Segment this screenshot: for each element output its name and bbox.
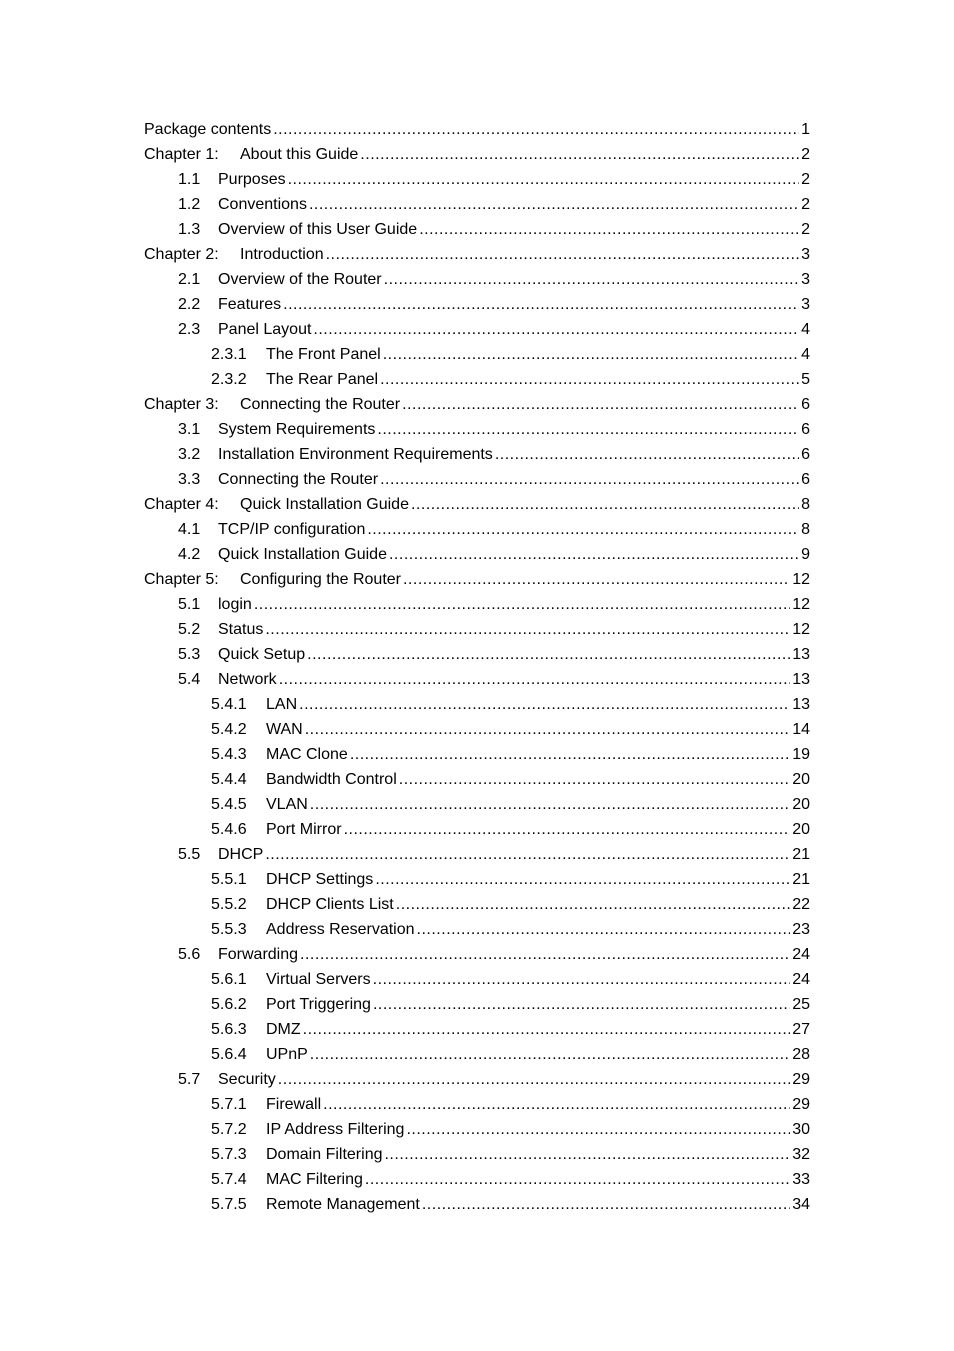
toc-entry[interactable] [144,892,810,917]
toc-entry-number: 4.2 [178,546,201,563]
toc-entry-number: 5.4.5 [211,796,247,813]
dot-leader [365,1167,790,1192]
toc-entry-title: Quick Setup [218,646,306,663]
toc-entry-title: Overview of the Router [218,271,382,288]
toc-entry-page-number: 12 [792,571,810,588]
toc-entry-page-number: 27 [792,1021,810,1038]
toc-entry-page-number: 9 [801,546,810,563]
toc-entry-number: Chapter 1: [144,146,219,163]
toc-entry-number: 2.3.1 [211,346,247,363]
toc-entry[interactable] [144,442,810,467]
toc-entry-number: Chapter 3: [144,396,219,413]
toc-entry-number: Chapter 2: [144,246,219,263]
toc-entry-number: 3.1 [178,421,201,438]
toc-entry-title: Port Triggering [266,996,371,1013]
toc-entry-title: The Front Panel [266,346,381,363]
toc-entry-number: 5.7.5 [211,1196,247,1213]
dot-leader [310,792,790,817]
toc-entry-number: 5.4.3 [211,746,247,763]
toc-entry[interactable] [144,1167,810,1192]
dot-leader [406,1117,790,1142]
toc-entry-page-number: 3 [801,296,810,313]
toc-entry-page-number: 3 [801,271,810,288]
toc-entry-number: 5.5 [178,846,201,863]
toc-entry-page-number: 21 [792,846,810,863]
toc-entry-title: Introduction [240,246,324,263]
toc-entry-number: Chapter 5: [144,571,219,588]
dot-leader [399,767,790,792]
toc-entry-title: Quick Installation Guide [218,546,387,563]
toc-entry-page-number: 29 [792,1096,810,1113]
toc-entry-number: 1.1 [178,171,201,188]
toc-entry[interactable] [144,817,810,842]
toc-entry[interactable] [144,417,810,442]
dot-leader [299,692,790,717]
dot-leader [278,1067,790,1092]
toc-entry-title: Status [218,621,264,638]
toc-entry-title: About this Guide [240,146,359,163]
toc-entry[interactable] [144,192,810,217]
toc-entry-number: 2.3.2 [211,371,247,388]
toc-entry-title: Features [218,296,282,313]
toc-entry-number: 5.5.2 [211,896,247,913]
toc-entry-number: 5.2 [178,621,201,638]
toc-entry-title: Conventions [218,196,307,213]
toc-entry-title: Purposes [218,171,286,188]
toc-entry-number: 5.7 [178,1071,201,1088]
toc-entry-page-number: 32 [792,1146,810,1163]
toc-entry[interactable] [144,992,810,1017]
toc-entry[interactable] [144,1142,810,1167]
toc-entry-page-number: 19 [792,746,810,763]
toc-entry[interactable] [144,692,810,717]
toc-entry-title: Bandwidth Control [266,771,397,788]
toc-entry-page-number: 13 [792,671,810,688]
toc-entry-number: 5.7.4 [211,1171,247,1188]
toc-entry[interactable] [144,917,810,942]
dot-leader [300,942,790,967]
dot-leader [313,317,799,342]
dot-leader [265,617,790,642]
toc-entry-page-number: 25 [792,996,810,1013]
toc-entry-title: Remote Management [266,1196,420,1213]
dot-leader [307,642,790,667]
dot-leader [403,567,790,592]
toc-entry-title: Overview of this User Guide [218,221,418,238]
toc-entry-page-number: 20 [792,771,810,788]
toc-entry-page-number: 29 [792,1071,810,1088]
toc-entry-title: Security [218,1071,276,1088]
toc-entry[interactable] [144,367,810,392]
toc-entry[interactable] [144,292,810,317]
toc-entry[interactable] [144,942,810,967]
toc-entry-title: DMZ [266,1021,301,1038]
toc-entry-page-number: 34 [792,1196,810,1213]
toc-entry-title: DHCP Clients List [266,896,394,913]
dot-leader [402,392,799,417]
toc-entry-page-number: 6 [801,446,810,463]
toc-entry-page-number: 8 [801,496,810,513]
toc-entry-page-number: 2 [801,196,810,213]
toc-entry-title: IP Address Filtering [266,1121,405,1138]
toc-entry-number: 2.3 [178,321,201,338]
toc-entry-number: 5.6.1 [211,971,247,988]
toc-entry-page-number: 6 [801,471,810,488]
toc-entry-title: VLAN [266,796,308,813]
dot-leader [417,917,791,942]
toc-entry-number: 5.1 [178,596,201,613]
dot-leader [384,1142,790,1167]
toc-entry[interactable] [144,1017,810,1042]
toc-entry-number: 5.6 [178,946,201,963]
toc-entry-page-number: 14 [792,721,810,738]
toc-entry-page-number: 23 [792,921,810,938]
toc-entry[interactable] [144,392,810,417]
toc-entry-number: 5.5.3 [211,921,247,938]
toc-entry-page-number: 30 [792,1121,810,1138]
toc-entry-title: System Requirements [218,421,376,438]
toc-entry-page-number: 33 [792,1171,810,1188]
toc-entry-title: Firewall [266,1096,322,1113]
toc-entry-number: 3.2 [178,446,201,463]
toc-entry-title: MAC Clone [266,746,348,763]
table-of-contents [144,117,810,1217]
toc-entry-title: Connecting the Router [218,471,379,488]
dot-leader [367,517,799,542]
dot-leader [377,417,799,442]
toc-entry[interactable] [144,617,810,642]
toc-entry-title: WAN [266,721,303,738]
toc-entry-number: 3.3 [178,471,201,488]
toc-entry[interactable] [144,1192,810,1217]
dot-leader [288,167,800,192]
dot-leader [279,667,791,692]
toc-entry-page-number: 13 [792,646,810,663]
dot-leader [309,192,799,217]
dot-leader [411,492,799,517]
toc-entry[interactable] [144,117,810,142]
toc-entry-title: Forwarding [218,946,299,963]
toc-entry-number: 5.3 [178,646,201,663]
toc-entry[interactable] [144,717,810,742]
toc-entry[interactable] [144,1067,810,1092]
toc-entry[interactable] [144,1117,810,1142]
dot-leader [283,292,799,317]
toc-entry[interactable] [144,317,810,342]
toc-entry-number: 5.5.1 [211,871,247,888]
toc-entry-title: Configuring the Router [240,571,401,588]
toc-entry[interactable] [144,842,810,867]
dot-leader [380,467,799,492]
dot-leader [326,242,799,267]
toc-entry-title: DHCP Settings [266,871,374,888]
toc-entry-title: LAN [266,696,298,713]
toc-entry-page-number: 6 [801,396,810,413]
toc-entry-number: 2.1 [178,271,201,288]
dot-leader [495,442,799,467]
toc-entry-number: 1.2 [178,196,201,213]
toc-entry[interactable] [144,792,810,817]
toc-entry-page-number: 2 [801,171,810,188]
dot-leader [384,267,799,292]
toc-entry[interactable] [144,542,810,567]
toc-entry-number: 5.7.1 [211,1096,247,1113]
toc-entry-page-number: 12 [792,596,810,613]
toc-entry[interactable] [144,467,810,492]
toc-entry-title: Address Reservation [266,921,415,938]
toc-entry[interactable] [144,567,810,592]
toc-entry-page-number: 21 [792,871,810,888]
toc-entry[interactable] [144,642,810,667]
toc-entry-number: 1.3 [178,221,201,238]
toc-entry-page-number: 20 [792,821,810,838]
toc-entry-number: 5.6.4 [211,1046,247,1063]
toc-entry-page-number: 6 [801,421,810,438]
toc-entry-number: 5.7.2 [211,1121,247,1138]
toc-entry-number: Chapter 4: [144,496,219,513]
toc-entry[interactable] [144,767,810,792]
toc-entry-title: Quick Installation Guide [240,496,409,513]
toc-entry-title: Virtual Servers [266,971,371,988]
dot-leader [375,867,790,892]
toc-entry-page-number: 4 [801,346,810,363]
dot-leader [350,742,790,767]
toc-entry[interactable] [144,167,810,192]
toc-entry-title: Panel Layout [218,321,312,338]
toc-entry[interactable] [144,142,810,167]
toc-entry-title: login [218,596,252,613]
toc-entry-page-number: 13 [792,696,810,713]
toc-entry-page-number: 3 [801,246,810,263]
toc-entry-number: 5.6.2 [211,996,247,1013]
toc-entry[interactable] [144,267,810,292]
toc-entry-page-number: 2 [801,221,810,238]
toc-entry[interactable] [144,1042,810,1067]
toc-entry-number: 5.7.3 [211,1146,247,1163]
toc-entry-page-number: 20 [792,796,810,813]
toc-entry[interactable] [144,217,810,242]
dot-leader [360,142,799,167]
dot-leader [383,342,799,367]
toc-entry-page-number: 24 [792,946,810,963]
dot-leader [273,117,799,142]
dot-leader [389,542,799,567]
toc-entry-title: Connecting the Router [240,396,401,413]
toc-entry-number: 5.4.6 [211,821,247,838]
dot-leader [380,367,799,392]
toc-entry[interactable] [144,517,810,542]
toc-entry-number: 5.4.2 [211,721,247,738]
toc-entry-page-number: 1 [801,121,810,138]
toc-entry-page-number: 28 [792,1046,810,1063]
dot-leader [344,817,791,842]
toc-entry[interactable] [144,1092,810,1117]
toc-entry-title: Port Mirror [266,821,342,838]
toc-entry[interactable] [144,742,810,767]
dot-leader [373,992,790,1017]
dot-leader [303,1017,791,1042]
toc-entry-page-number: 8 [801,521,810,538]
toc-entry[interactable] [144,342,810,367]
toc-entry-page-number: 12 [792,621,810,638]
dot-leader [419,217,799,242]
toc-entry[interactable] [144,492,810,517]
dot-leader [305,717,790,742]
dot-leader [422,1192,790,1217]
toc-entry-number: 5.4.1 [211,696,247,713]
toc-entry-title: The Rear Panel [266,371,379,388]
toc-entry-page-number: 22 [792,896,810,913]
toc-entry[interactable] [144,867,810,892]
toc-entry-title: MAC Filtering [266,1171,363,1188]
dot-leader [396,892,790,917]
dot-leader [373,967,791,992]
dot-leader [265,842,790,867]
toc-entry-title: Domain Filtering [266,1146,383,1163]
toc-entry-page-number: 4 [801,321,810,338]
toc-entry-title: UPnP [266,1046,308,1063]
toc-entry-page-number: 2 [801,146,810,163]
toc-entry-number: 4.1 [178,521,201,538]
toc-entry-number: 5.4 [178,671,201,688]
toc-entry-number: 5.4.4 [211,771,247,788]
toc-entry[interactable] [144,592,810,617]
toc-entry-number: 5.6.3 [211,1021,247,1038]
dot-leader [310,1042,790,1067]
dot-leader [254,592,790,617]
toc-entry[interactable] [144,667,810,692]
toc-entry[interactable] [144,242,810,267]
toc-entry-title: Installation Environment Requirements [218,446,493,463]
toc-entry-title: Package contents [144,121,272,138]
toc-entry-title: TCP/IP configuration [218,521,366,538]
toc-entry-title: DHCP [218,846,264,863]
toc-entry[interactable] [144,967,810,992]
toc-entry-title: Network [218,671,277,688]
toc-entry-page-number: 24 [792,971,810,988]
toc-entry-page-number: 5 [801,371,810,388]
toc-entry-number: 2.2 [178,296,201,313]
dot-leader [323,1092,790,1117]
